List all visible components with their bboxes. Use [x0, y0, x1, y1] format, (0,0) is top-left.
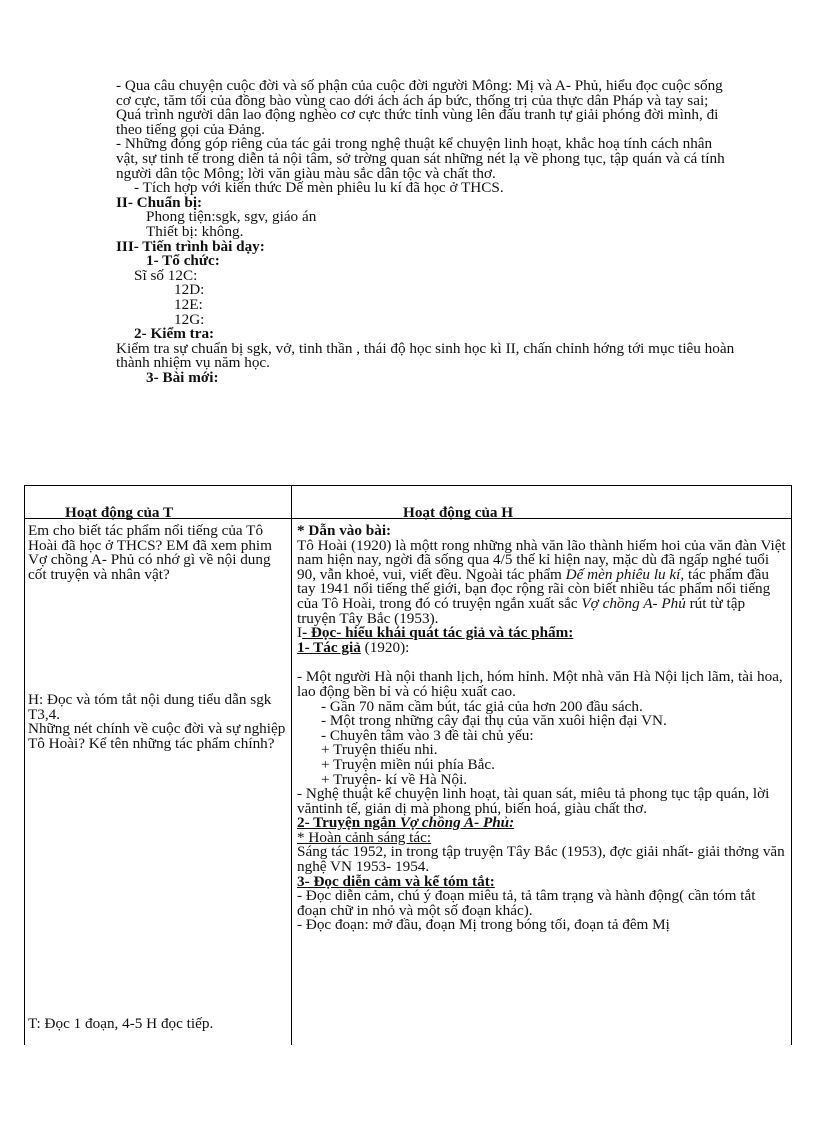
intro-heading: * Dẫn vào bài: [297, 522, 392, 539]
lesson-objectives [116, 79, 736, 385]
activity-table [24, 485, 792, 1045]
header-teacher-activity: Hoạt động của T [65, 504, 174, 521]
class-12d: 12D: [174, 281, 205, 299]
objective-paragraph-2: - Những đóng góp riêng của tác gải trong nghệ thuật kể chuyện linh hoạt, khắc hoạ tính cách nhân vật, sự tinh tế trong diễn tả nội tâm, sở trờng quan sát những nét lạ về phong tục, tập quán và cá tính người dân tộc Mông; lời văn giàu màu sắc dân tộc và chất thơ. [116, 135, 725, 182]
teacher-question-4: T: Đọc 1 đoạn, 4-5 H đọc tiếp. [28, 1015, 214, 1032]
check-text: Kiểm tra sự chuẩn bị sgk, vở, tinh thần , thái độ học sinh học kì II, chấn chỉnh hớng tới mục tiêu hoàn thành nhiệm vụ năm học. [116, 339, 735, 372]
objective-paragraph-1: - Qua câu chuyện cuộc đời và số phận của cuộc đời người Mông: Mị và A- Phủ, hiểu đọc cuộc sống cơ cực, tăm tối của đồng bào vùng cao dới ách ách áp bức, thống trị của thực dân Pháp và tay sai; Quá trình người dân lao động nghèo cơ cực thức tỉnh vùng lên đấu tranh tự giải phóng đời mình, đi theo tiếng gọi của Đảng. [116, 77, 723, 138]
reading-point-2: - Đọc đoạn: mở đầu, đoạn Mị trong bóng tối, đoạn tả đêm Mị [297, 916, 670, 934]
author-point-2: - Gần 70 năm cầm bút, tác giả của hơn 200 đầu sách. [321, 697, 643, 715]
work-heading: 2- Truyện ngắn Vợ chồng A- Phủ: [297, 814, 515, 832]
author-topic-3: + Truyện- kí về Hà Nội. [321, 770, 468, 788]
teacher-question-2: H: Đọc và tóm tắt nội dung tiểu dẫn sgk T3,4. Những nét chính về cuộc đời và sự nghiệp Tô Hoài? Kể tên những tác phẩm chính? [28, 691, 286, 752]
reading-heading: 3- Đọc diễn cảm và kể tóm tắt: [297, 872, 495, 890]
class-12g: 12G: [174, 310, 205, 328]
student-activity-content [297, 524, 787, 933]
section-1-heading: I- Đọc- hiểu khái quát tác giả và tác phẩm: [297, 624, 574, 642]
header-student-activity: Hoạt động của H [403, 504, 514, 521]
context-subheading: * Hoàn cảnh sáng tác: [297, 828, 432, 846]
heading-procedure: III- Tiến trình bài dạy: [116, 237, 265, 255]
prep-line-2: Thiết bị: không. [146, 222, 244, 240]
author-point-5: - Nghệ thuật kể chuyện linh hoạt, tài quan sát, miêu tả phong tục tập quán, lời văntinh tế, giản dị mà phong phú, biến hoá, giàu chất thơ. [297, 785, 770, 817]
author-point-1: - Một người Hà nội thanh lịch, hóm hỉnh. Một nhà văn Hà Nội lịch lãm, tài hoa, lao động bền bỉ và có hiệu xuất cao. [297, 668, 783, 700]
objective-paragraph-3: - Tích hợp với kiến thức Dế mèn phiêu lu kí đã học ở THCS. [134, 179, 504, 197]
column-divider [291, 486, 292, 1045]
author-topic-2: + Truyện miền núi phía Bắc. [321, 755, 495, 773]
heading-preparation: II- Chuẩn bị: [116, 193, 203, 211]
author-point-4: - Chuyên tâm vào 3 đề tài chủ yếu: [321, 726, 534, 744]
step-organization: 1- Tổ chức: [146, 252, 220, 270]
attendance-label: Sĩ số 12C: [134, 266, 198, 284]
prep-line-1: Phong tiện:sgk, sgv, giáo án [146, 208, 317, 226]
intro-paragraph: Tô Hoài (1920) là mộtt rong những nhà văn lão thành hiếm hoi của văn đàn Việt nam hiện nay, ngời đã sống qua 4/5 thế kỉ hiện nay, mặc dù đã ngấp nghé tuổi 90, vẫn khoẻ, vui, viết đều. Ngoài tác phẩm Dế mèn phiêu lu kí, tác phẩm đầu tay 1941 nổi tiếng thế giới, bạn đọc rộng rãi còn biết nhiều tác phẩm nổi tiếng của Tô Hoài, trong đó có truyện ngắn xuất sắc Vợ chồng A- Phủ rút từ tập truyện Tây Bắc (1953). [297, 536, 786, 627]
step-check: 2- Kiểm tra: [134, 325, 215, 343]
teacher-question-1: Em cho biết tác phẩm nổi tiếng của Tô Hoài đã học ở THCS? EM đã xem phim Vợ chồng A- Phủ có nhớ gì về nội dung cốt truyện và nhân vật? [28, 522, 272, 583]
author-heading: 1- Tác giả (1920): [297, 638, 410, 656]
step-new-lesson: 3- Bài mới: [146, 368, 219, 386]
reading-point-1: - Đọc diễn cảm, chú ý đoạn miêu tả, tả tâm trạng và hành động( cần tóm tắt đoạn chữ in nhỏ và một số đoạn khác). [297, 887, 756, 919]
context-text: Sáng tác 1952, in trong tập truyện Tây Bắc (1953), đợc giải nhất- giải thởng văn nghệ VN 1953- 1954. [297, 843, 785, 876]
author-topic-1: + Truyện thiếu nhi. [321, 741, 438, 759]
class-12e: 12E: [174, 295, 203, 313]
author-point-3: - Một trong những cây đại thụ của văn xuôi hiện đại VN. [321, 712, 667, 730]
